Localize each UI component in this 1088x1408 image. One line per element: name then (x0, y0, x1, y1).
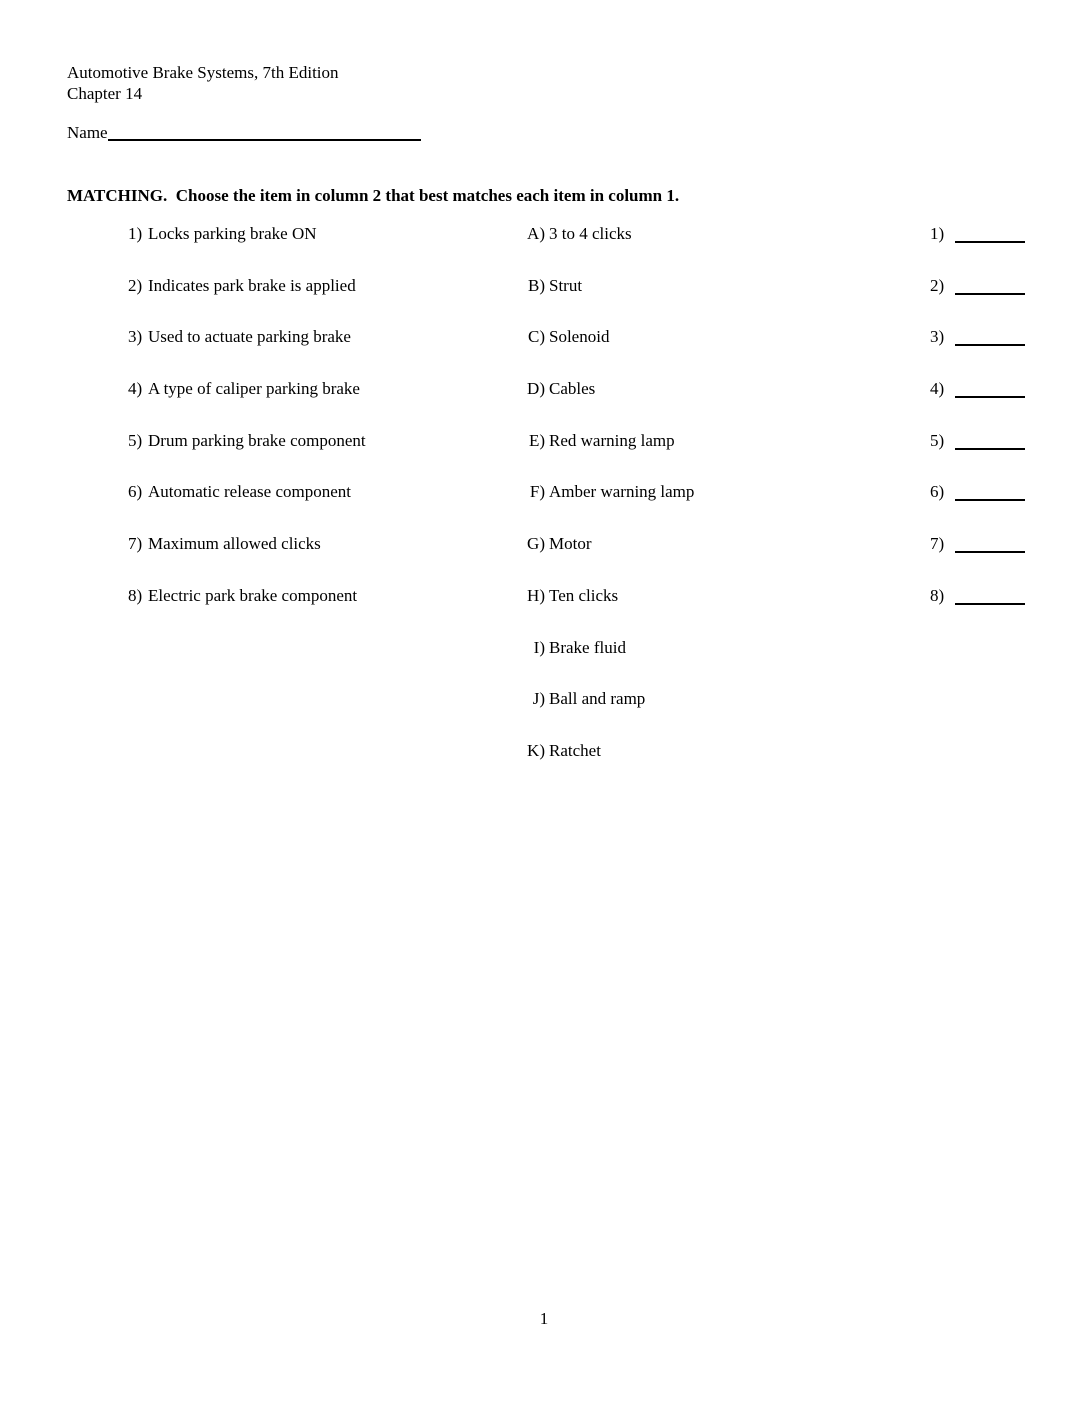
item-text: Used to actuate parking brake (148, 327, 351, 347)
option-letter: E) (528, 430, 545, 450)
answer-number: 8) (930, 585, 945, 605)
option-h (500, 585, 694, 637)
item-number: 2) (128, 275, 143, 295)
answer-blank (955, 485, 1025, 501)
option-text: Brake fluid (549, 637, 626, 657)
option-g (500, 533, 694, 585)
item-text: A type of caliper parking brake (148, 379, 360, 399)
document-title: Automotive Brake Systems, 7th Edition (67, 63, 339, 82)
name-label: Name (67, 123, 108, 142)
answer-slot-4 (930, 378, 1025, 430)
answer-number: 7) (930, 534, 945, 554)
option-text: Ball and ramp (549, 689, 646, 709)
match-item-7 (128, 533, 366, 585)
match-item-5 (128, 430, 366, 482)
option-letter: H) (527, 585, 545, 605)
answer-number: 6) (930, 482, 945, 502)
match-item-3 (128, 326, 366, 378)
answer-blank (955, 227, 1025, 243)
column-1-items (128, 223, 366, 637)
option-i (500, 637, 694, 689)
answer-slot-1 (930, 223, 1025, 275)
chapter-label: Chapter 14 (67, 84, 143, 103)
item-text: Automatic release component (148, 482, 351, 502)
option-text: Amber warning lamp (549, 482, 695, 502)
item-number: 1) (128, 224, 143, 243)
option-letter: G) (527, 534, 545, 554)
match-item-8 (128, 585, 366, 637)
option-text: Strut (549, 275, 583, 295)
item-text: Locks parking brake ON (148, 224, 317, 243)
option-text: 3 to 4 clicks (549, 224, 632, 243)
answer-number: 5) (930, 430, 945, 450)
option-letter: A) (527, 224, 545, 243)
answer-blank (955, 382, 1025, 398)
option-f (500, 481, 694, 533)
document-header (67, 62, 339, 104)
answer-slot-5 (930, 430, 1025, 482)
option-c (500, 326, 694, 378)
item-number: 8) (128, 585, 143, 605)
answer-slot-7 (930, 533, 1025, 585)
item-text: Maximum allowed clicks (148, 534, 321, 554)
option-letter: K) (527, 740, 545, 760)
name-line (67, 122, 421, 143)
column-2-options (500, 223, 694, 792)
answer-blank (955, 434, 1025, 450)
option-text: Red warning lamp (549, 430, 675, 450)
option-letter: J) (532, 689, 545, 709)
answer-blank (955, 589, 1025, 605)
item-text: Electric park brake component (148, 585, 358, 605)
answer-number: 4) (930, 379, 945, 399)
option-k (500, 740, 694, 792)
option-text: Ratchet (549, 740, 601, 760)
item-number: 5) (128, 430, 143, 450)
option-e (500, 430, 694, 482)
answer-number: 1) (930, 224, 945, 243)
item-number: 3) (128, 327, 143, 347)
option-a (500, 223, 694, 275)
match-item-1 (128, 223, 366, 275)
option-d (500, 378, 694, 430)
answer-slot-3 (930, 326, 1025, 378)
option-text: Cables (549, 379, 596, 399)
option-letter: C) (528, 327, 545, 347)
option-letter: D) (527, 379, 545, 399)
answer-blank (955, 279, 1025, 295)
option-letter: B) (528, 275, 545, 295)
option-j (500, 688, 694, 740)
answer-slot-8 (930, 585, 1025, 637)
name-blank-field (108, 125, 421, 141)
item-text: Indicates park brake is applied (148, 275, 356, 295)
answer-blank (955, 330, 1025, 346)
matching-instructions: MATCHING. Choose the item in column 2 that best matches each item in column 1. (67, 186, 680, 205)
answer-number: 2) (930, 275, 945, 295)
option-text: Ten clicks (549, 585, 619, 605)
item-text: Drum parking brake component (148, 430, 366, 450)
page-number: 1 (539, 1309, 549, 1328)
answer-blank (955, 537, 1025, 553)
match-item-6 (128, 481, 366, 533)
answer-number: 3) (930, 327, 945, 347)
option-letter: F) (529, 482, 545, 502)
answer-slot-2 (930, 275, 1025, 327)
match-item-4 (128, 378, 366, 430)
item-number: 6) (128, 482, 143, 502)
option-letter: I) (533, 637, 545, 657)
option-text: Solenoid (549, 327, 610, 347)
answer-column (930, 223, 1025, 637)
item-number: 7) (128, 534, 143, 554)
option-b (500, 275, 694, 327)
match-item-2 (128, 275, 366, 327)
item-number: 4) (128, 379, 143, 399)
answer-slot-6 (930, 481, 1025, 533)
option-text: Motor (549, 534, 592, 554)
